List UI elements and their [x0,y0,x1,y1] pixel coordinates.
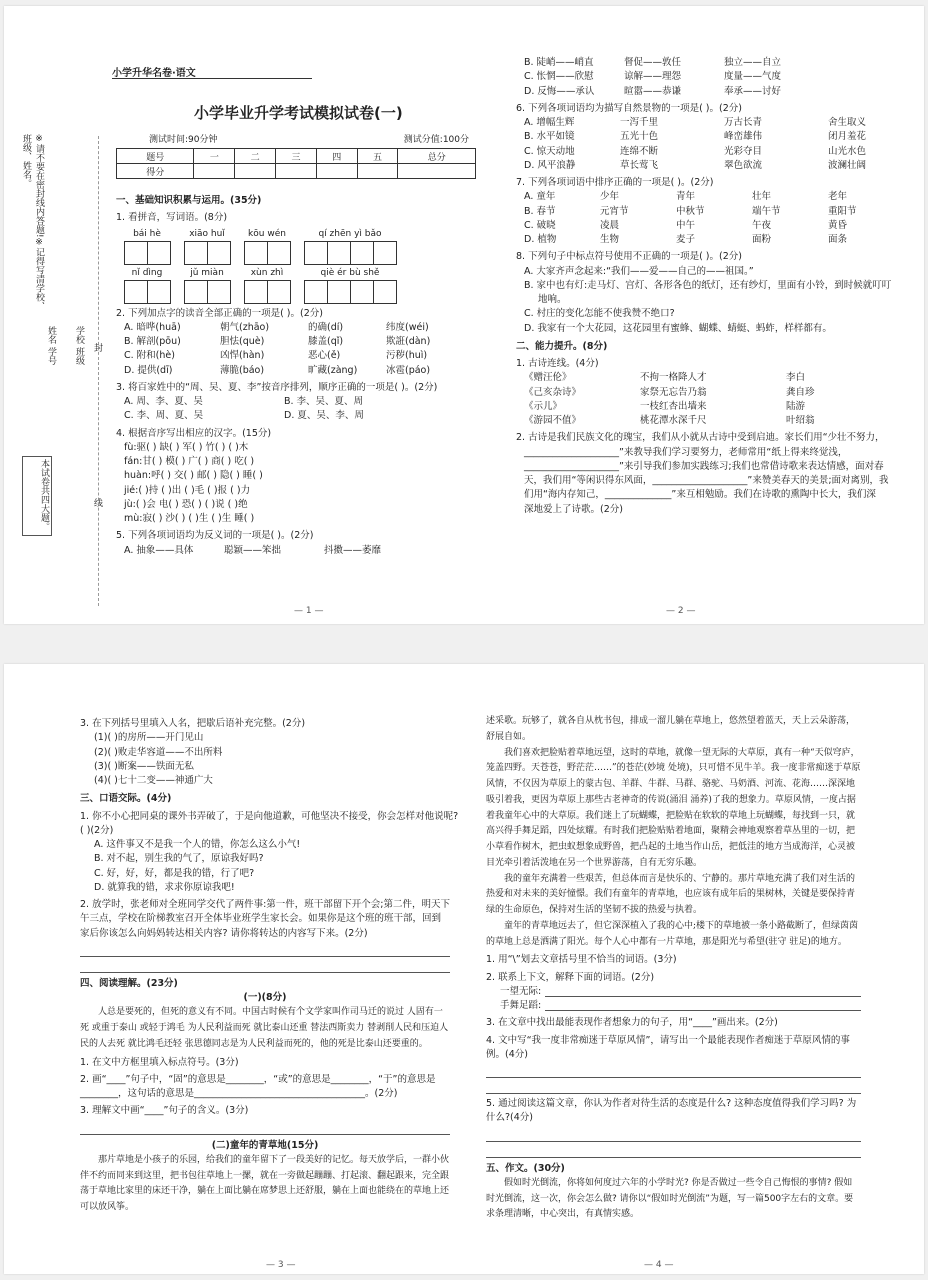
option[interactable]: B. 解剖(pōu) [124,336,181,347]
answer-line[interactable] [486,1128,861,1142]
option[interactable]: A. 周、李、夏、吴 [124,396,203,407]
option-item: 中秋节 [676,205,705,217]
answer-line[interactable] [486,1080,861,1094]
side-note: 本试卷共四大题。 [22,456,52,536]
exam-sheet-bottom [4,664,924,1274]
char-box[interactable] [147,241,171,265]
char-box[interactable] [124,241,148,265]
option-item: 老年 [828,191,848,203]
option-item: 麦子 [676,234,696,245]
option-item: 恶心(ě) [308,350,341,362]
option[interactable]: A. 增幅生辉 [524,117,575,128]
pinyin: xùn zhì [250,267,284,278]
section-2-heading: 二、能力提升。(8分) [516,340,608,352]
fill-row[interactable]: mù:寂( ) 沙( ) ( )生 ( )生 睡( ) [124,513,255,524]
char-box[interactable] [147,280,171,304]
page-number: — 4 — [644,1260,674,1270]
word-1 [500,985,861,999]
option-item: 度量——气度 [724,71,782,83]
page-number: — 2 — [666,606,696,616]
score-cell: 五 [357,149,398,164]
option-item: 胆怯(què) [220,336,265,347]
question: 8. 下列句子中标点符号使用不正确的一项是( )。(2分) [516,251,742,263]
option-item: 的确(dí) [308,321,344,333]
pinyin-item [184,228,230,265]
question: 5. 下列各项词语均为反义词的一项是( )。(2分) [116,530,314,542]
pinyin-item [124,267,170,304]
option-item: 纬度(wéi) [386,321,429,333]
char-box[interactable] [350,280,374,304]
score-cell: 三 [276,149,317,164]
section-1-heading: 一、基础知识积累与运用。(35分) [116,195,262,206]
score-cell[interactable] [357,164,398,179]
pinyin-item [244,267,290,304]
score-cell[interactable] [398,164,476,179]
pinyin-item [304,267,396,304]
char-box[interactable] [373,280,397,304]
answer-line[interactable] [80,943,450,957]
option-item: 朝气(zhāo) [220,321,270,333]
question: 3. 在下列括号里填入人名，把歇后语补充完整。(2分) [80,718,306,729]
options [524,190,866,247]
page-4 [486,714,861,1223]
option-item: 面粉 [752,234,772,245]
option[interactable]: C. 惊天动地 [524,145,575,157]
pinyin-item [244,228,290,265]
option[interactable]: C. 附和(hè) [124,350,175,362]
question: 2. 联系上下文，解释下面的词语。(2分) [486,971,655,983]
option-item: 少年 [600,191,620,203]
poem-title[interactable]: 《己亥杂诗》 [524,386,582,398]
exam-time: 测试时间:90分钟 [149,135,218,145]
char-box[interactable] [244,280,268,304]
word-label: 一望无际: [500,985,542,997]
option-item: 午夜 [752,219,772,231]
option-item: 抖擞——萎靡 [324,544,382,556]
fill-line[interactable]: (1)( )的房所——开门见山 [94,732,204,744]
question: 4. 文中写“我一度非常痴迷于草原风情”，请写出一个最能表现作者痴迷于草原风情的事例。(4分) [486,1034,850,1060]
fill-line[interactable]: 天，我们用“等闲识得东风面，____________________”来赞美春天的美景;面对离别，我 [524,475,889,486]
page-2 [516,56,892,517]
poem-title[interactable]: 《示儿》 [524,400,563,412]
page-number: — 3 — [266,1260,296,1270]
word-2 [500,999,861,1013]
char-box[interactable] [267,280,291,304]
page-number: — 1 — [294,606,324,616]
poem-line[interactable]: 不拘一格降人才 [640,372,707,384]
score-cell[interactable] [235,164,276,179]
poem-line[interactable]: 桃花潭水深千尺 [640,415,707,426]
option[interactable]: A. 童年 [524,191,556,203]
answer-line[interactable] [545,985,861,997]
option[interactable]: D. 提供(dī) [124,364,173,376]
option-item: 膝盖(qǐ) [308,336,344,347]
side-tip: ※请不要在密封线内答题!※记得写清学校、班级、姓名。 [21,134,44,311]
question: 1. 在文中方框里填入标点符号。(3分) [80,1056,239,1068]
reading-2-text: 那片草地是小孩子的乐园，给我们的童年留下了一段美好的记忆。每天放学后，一群小伙伴不约而同来到这里，把书包往草地上一摞，就在一旁做起蹦蹦、打起滚、翻起跟来，完全跟荡于草地比家里的床还干净，躺在上面比躺在席梦思上还舒服，躺在上面也能绕在的草地上还可以放风筝。 [80,1154,450,1212]
char-box[interactable] [207,280,231,304]
pinyin: xiāo huǐ [189,228,225,239]
section-4-heading: 四、阅读理解。(23分) [80,977,178,989]
question: 2. 放学时，张老师对全班同学交代了两件事:第一件，班干部留下开个会;第二件，明天下午三点，学校在阶梯教室召开全体毕业班学生家长会。如果你是这个班的班干部，回到家后你该怎么向妈妈转达相关内容? 请你将转达的内容写下来。(2分) [80,899,450,939]
pinyin: kōu wén [248,228,286,239]
option-item: 生物 [600,234,620,245]
option-item: 壮年 [752,191,772,203]
option[interactable]: B. 水平如镜 [524,131,575,143]
char-box[interactable] [327,241,351,265]
option-item: 旷藏(zàng) [308,364,358,376]
score-cell: 题号 [117,149,194,164]
fill-line[interactable]: (4)( )七十二变——神通广大 [94,775,213,786]
score-cell[interactable] [194,164,235,179]
side-fields [54,326,84,446]
option-item: 独立——自立 [724,57,782,68]
options [524,56,866,99]
option-item: 中午 [676,219,696,231]
pinyin-item [124,228,170,265]
char-box[interactable] [304,241,328,265]
score-cell: 一 [194,149,235,164]
char-box[interactable] [304,280,328,304]
option-item: 黄昏 [828,219,848,231]
fill-line[interactable]: (3)( )断案——铁面无私 [94,760,194,772]
char-box[interactable] [124,280,148,304]
word-label: 手舞足蹈: [500,1000,542,1011]
option-item: 端午节 [752,205,781,217]
option-item: 聪颖——笨拙 [224,544,282,556]
option-item: 万古长青 [724,117,763,128]
fill-line[interactable]: ____________________”来引导我们参加实践练习;我们也常借诗歌来表达情感，面对春 [524,460,884,472]
option[interactable]: D. 就算我的错，求求你原谅我吧! [94,881,235,893]
fill-line: 深地爱上了诗歌。(2分) [524,503,623,515]
field-number: 学号 [46,346,56,365]
page-1 [116,190,466,558]
score-cell: 二 [235,149,276,164]
option-continued: 地响。 [538,294,567,305]
option-item: 污秽(huì) [386,350,428,362]
option-item: 奉承——讨好 [724,85,782,97]
option-item: 冰雹(páo) [386,364,431,376]
option[interactable]: A. 这件事又不是我一个人的错，你怎么这么小气! [94,839,301,850]
section-3-heading: 三、口语交际。(4分) [80,793,172,805]
question: 2. 古诗是我们民族文化的瑰宝，我们从小就从古诗中受到启迪。家长们用“少壮不努力， [516,432,885,444]
section-5-heading: 五、作文。(30分) [486,1162,565,1174]
option[interactable]: C. 村庄的变化怎能不使我赞不绝口? [524,308,675,320]
poem-line[interactable]: 家祭无忘告乃翁 [640,386,707,398]
option[interactable]: D. 风平浪静 [524,159,576,171]
char-box[interactable] [207,241,231,265]
question: 4. 根据音序写出相应的汉字。(15分) [116,427,272,439]
poem-author[interactable]: 叶绍翁 [786,415,815,426]
option-item: 青年 [676,191,696,203]
reading-2-paragraph: 童年的青草地远去了，但它深深植入了我的心中;楼下的草地被一条小路截断了，但绿茵茵的草地上总是洒满了阳光。每个人心中都有一片草地，那是阳光与希望(驻守 驻足)的地方。 [486,920,859,947]
option-item: 暄嚣——恭谦 [624,85,682,97]
option-item: 一泻千里 [620,117,659,128]
answer-line[interactable] [80,1121,450,1135]
answer-line[interactable] [80,959,450,973]
answer-line[interactable] [486,1144,861,1158]
char-box[interactable] [373,241,397,265]
question: 3. 将百家姓中的“周、吴、夏、李”按音序排列，顺序正确的一项是( )。(2分) [116,381,438,393]
page-3 [80,714,459,1216]
score-table [116,148,476,179]
option-item: 欺誑(dàn) [386,336,431,347]
reading-2-paragraph: 我们喜欢把脸贴着草地远望，这时的草地，就像一望无际的大草原，真有一种“天似穹庐，笼盖四野。天苍苍，野茫茫……”的苍茫(妙境 处境)，只可惜不见牛羊。我一度非常痴迷于草原风情，不仅因为草原上的蒙古包、羊群、牛群、马群、骆驼、马奶酒、河流、花海……深深地吸引着我，更因为草原上那些古老神奇的传说(涌泪 涌养)了我的想象力。草原风情，一度占据着我童年心中的大草原。我们迷上了玩蝴蝶，把脸贴在软软的草地上玩蝴蝶，每找到一只，就高兴得手舞足蹈，四处炫耀。有时我们把脸贴贴着地面，聚精会神地观察着草丛里的一切，把小草看作树木，把虫蚁想象成野兽，把凸起的土地当作山岳，把低洼的地方当成海洋，心灵被目光牵引着活泼地在另一个世界游荡，自有无穷乐趣。 [486,747,861,868]
option[interactable]: B. 陡峭——峭直 [524,57,594,68]
fill-row[interactable]: fán:甘( ) 模( ) 广( ) 商( ) 吃( ) [124,456,255,467]
fill-line[interactable]: ____________________”来教导我们学习要努力，老师常用“纸上得来终觉浅， [524,446,848,458]
question: 1. 古诗连线。(4分) [516,358,599,369]
reading-1-title: (一)(8分) [243,992,287,1003]
pinyin: qí zhēn yì bǎo [318,228,382,239]
char-box[interactable] [267,241,291,265]
options [124,395,466,424]
pinyin: bái hè [133,228,161,239]
option-item: 舍生取义 [828,117,867,128]
fold-label-line: 线 [94,499,104,509]
field-school: 学校 [74,326,84,344]
poem-title[interactable]: 《游园不值》 [524,415,582,426]
option-item: 面条 [828,234,848,245]
pinyin: nǐ dìng [131,267,163,278]
question: 1. 你不小心把同桌的课外书弄破了，于是向他道歉，可他坚决不接受，你会怎样对他说呢? [80,810,459,822]
option[interactable]: B. 春节 [524,205,556,217]
options [124,321,466,378]
char-box[interactable] [184,280,208,304]
char-box[interactable] [327,280,351,304]
option[interactable]: C. 怅惘——欣慰 [524,71,594,83]
option[interactable]: A. 抽象——具体 [124,544,194,556]
option-item: 波澜壮阔 [828,159,867,171]
fill-row[interactable]: huàn:呼( ) 交( ) 邮( ) 隐( ) 睡( ) [124,470,263,482]
fill-line[interactable]: 们用“海内存知己，______________”来互相勉励。我们在诗歌的熏陶中长大，我们深 [524,489,876,501]
score-cell[interactable] [316,164,357,179]
option[interactable]: D. 我家有一个大花园，这花园里有蜜蜂、蝴蝶、蜻蜓、蚂蚱，样样都有。 [524,322,832,334]
answer-line[interactable] [545,999,861,1011]
options [524,116,866,173]
poem-match [524,371,866,428]
question: 1. 用“\”划去文章括号里不恰当的词语。(3分) [486,954,677,966]
option[interactable]: B. 李、吴、夏、周 [284,396,364,407]
score-cell: 总分 [398,149,476,164]
essay-prompt: 假如时光倒流，你将如何度过六年的小学时光? 你是否做过一些令自己悔恨的事情? 假如时光倒流，这一次，你会怎么做? 请你以“假如时光倒流”为题，写一篇500字左右的文章。要求条理清晰，中心突出，有真情实感。 [486,1177,854,1220]
score-cell[interactable] [276,164,317,179]
fill-line[interactable]: (2)( )败走华容道——不出所料 [94,746,223,758]
field-class: 班级 [74,346,84,365]
score-cell: 得分 [117,164,194,179]
reading-2-paragraph: 我的童年充满着一些艰苦，但总体而言是快乐的、宁静的。那片草地充满了我们对生活的热爱和对未来的美好憧憬。我们有童年的青草地，也应该有成年后的果树林，关键是要保持青绿的生命原色，保持对生活的坚韧不拔的热爱与执着。 [486,873,856,915]
fill-row[interactable]: jié:( )持 ( )出 ( )毛 ( )报 ( )力 [124,484,251,496]
option[interactable]: A. 暗哗(huā) [124,321,181,333]
option-item: 谅解——理怨 [624,71,682,83]
question: 3. 理解文中画“____”句子的含义。(3分) [80,1105,249,1117]
reading-2-title: (二)童年的青草地(15分) [211,1139,319,1151]
fold-line [98,136,99,606]
option-item: 闭月羞花 [828,131,867,143]
exam-score: 测试分值:100分 [403,135,469,145]
option-item: 翠色欲流 [724,159,763,171]
options [124,544,466,558]
char-box[interactable] [244,241,268,265]
char-box[interactable] [184,241,208,265]
question: 5. 通过阅读这篇文章，你认为作者对待生活的态度是什么? 这种态度值得我们学习吗? 为什么?(4分) [486,1098,857,1124]
question: 2. 画“____”句子中，“固”的意思是________，“或”的意思是________，“于”的意思是________，这句话的意思是____________________________________。(2分) [80,1073,436,1099]
field-name: 姓名 [46,326,56,344]
option-item: 山光水色 [828,145,867,157]
option[interactable]: B. 对不起，别生我的气了，原谅我好吗? [94,853,264,865]
option-item: 凌晨 [600,219,620,231]
option-item: 凶悍(hàn) [220,350,265,362]
poem-author[interactable]: 陆游 [786,400,806,412]
question: 3. 在文章中找出最能表现作者想象力的句子，用“____”画出来。(2分) [486,1017,778,1029]
question: 7. 下列各项词语中排序正确的一项是( )。(2分) [516,177,714,188]
exam-title: 小学毕业升学考试模拟试卷(一) [194,104,403,122]
exam-meta [149,132,469,145]
pinyin: jǔ miàn [190,267,224,278]
brand-underline [112,78,312,79]
option-item: 薄脆(báo) [220,364,265,376]
poem-title[interactable]: 《赠汪伦》 [524,372,572,384]
reading-1-text: 人总是要死的，但死的意义有不同。中国古时候有个文学家叫作司马迁的说过 人固有一死 或重于泰山 或轻于鸿毛 为人民利益而死 就比泰山还重 替法西斯卖力 替剥削人民和压迫人民的人去死 就比鸿毛还轻 张思德同志是为人民利益而死的，他的死是比泰山还要重的。 [80,1007,449,1049]
answer-line[interactable] [486,1064,861,1078]
fill-row[interactable]: jù:( )会 电( ) 恐( ) ( )说 ( )绝 [124,498,248,510]
question: 1. 看拼音，写词语。(8分) [116,212,228,224]
option-item: 连绵不断 [620,145,659,157]
option[interactable]: C. 李、周、夏、吴 [124,410,204,422]
poem-author[interactable]: 龚自珍 [786,386,815,398]
option-item: 重阳节 [828,205,857,217]
pinyin: qiè ér bù shě [320,267,380,278]
question: 2. 下列加点字的读音全部正确的一项是( )。(2分) [116,307,323,319]
exam-sheet-top [4,6,924,624]
option[interactable]: C. 破晓 [524,219,556,231]
poem-author[interactable]: 李白 [786,372,806,384]
option-item: 峰峦雄伟 [724,131,763,143]
reading-2-text-cont: 述采歌。玩够了，就各自从枕书包，排成一溜儿躺在草地上，悠然望着蓝天，天上云朵游荡，舒展自如。 [486,716,856,742]
option[interactable]: D. 反悔——承认 [524,85,595,97]
poem-line[interactable]: 一枝红杏出墙来 [640,400,707,412]
option[interactable]: B. 家中也有灯:走马灯、宫灯、各形各色的纸灯，还有纱灯，里面有小铃，到时候就叮叮 [524,279,892,291]
option[interactable]: D. 植物 [524,234,557,245]
side-fields-2 [26,326,56,446]
fold-label-seal: 封 [94,344,104,354]
char-box[interactable] [350,241,374,265]
pinyin-item [184,267,230,304]
pinyin-item [304,228,396,265]
option[interactable]: A. 大家齐声念起来:“我们——爱——自己的——祖国。” [524,265,754,277]
question: 6. 下列各项词语均为描写自然景物的一项是( )。(2分) [516,102,742,114]
brand-header: 小学升华名卷·语文 [112,68,196,79]
pinyin-row [124,267,466,304]
option-item: 督促——敦任 [624,57,682,68]
score-cell: 四 [316,149,357,164]
option-item: 草长莺飞 [620,159,659,171]
question-continued: ( )(2分) [80,824,114,836]
option-item: 五光十色 [620,131,659,143]
option[interactable]: C. 好，好，好，都是我的错，行了吧? [94,867,255,879]
option[interactable]: D. 夏、吴、李、周 [284,410,364,422]
pinyin-row [124,228,466,265]
fill-row[interactable]: fù:驱( ) 缺( ) 军( ) 竹( ) ( )木 [124,441,249,453]
option-item: 光彩夺目 [724,145,763,157]
option-item: 元宵节 [600,205,629,217]
